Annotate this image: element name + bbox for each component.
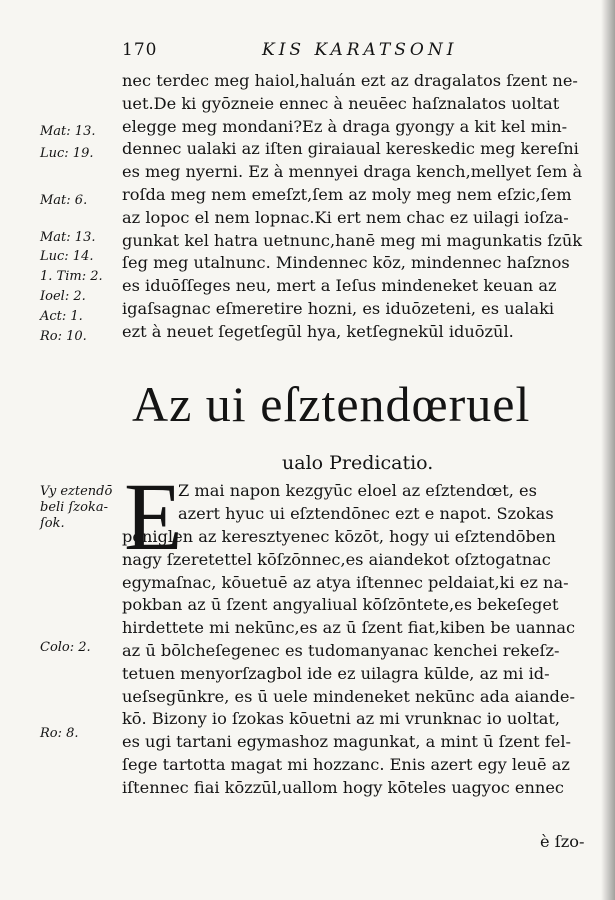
margin-note: Mat: 13. [40,230,96,245]
text-line: es ugi tartani egymashoz magunkat, a mint ū ſzent fel- [122,732,572,752]
text-line: azert hyuc ui eſztendōnec ezt e napot. Szokas [178,503,554,523]
text-line: hirdettete mi nekūnc,es az ū ſzent fiat,kiben be uannac [122,618,576,638]
text-line: nec terdec meg haiol,haluán ezt az dragalatos ſzent ne- [122,71,578,90]
text-line: peniglen az keresztyenec kōzōt, hogy ui eſztendōben [122,527,556,546]
text-block-bottom [122,526,584,800]
catchword: è ſzo- [540,832,585,851]
side-note-line: Vy eztendō [40,484,113,499]
text-line: roſda meg nem emeſzt,ſem az moly meg nem eſzic,ſem [122,184,572,204]
text-line: es meg nyerni. Ez à mennyei draga kench,mellyet ſem à [122,162,583,182]
margin-note: Act: 1. [40,309,83,324]
running-head [122,40,582,66]
text-line: az ū bōlcheſegenec es tudomanyanac kenchei rekeſz- [122,640,560,660]
side-note-line: ſok. [40,516,65,531]
text-line: dennec ualaki az iſten giraiaual kereskedic meg kereſni [122,139,579,159]
page-edge-shadow [601,0,615,900]
text-line: kō. Bizony io ſzokas kōuetni az mi vrunknac io uoltat, [122,709,561,729]
section-subheading: ualo Predicatio. [282,452,434,474]
text-line: egymaſnac, kōuetuē az atya iſtennec peldaiat,ki ez na- [122,572,569,592]
running-title: KIS KARATSONI [262,40,458,60]
text-line: ſege tartotta magat mi hozzanc. Enis azert egy leuē az [122,754,570,774]
text-block-top [122,70,584,344]
margin-note: 1. Tim: 2. [40,269,103,284]
side-note-line: beli ſzoka- [40,500,108,515]
text-line: Z mai napon kezgyūc eloel az eſztendœt, es [178,481,537,500]
margin-note: Mat: 13. [40,124,96,139]
text-line: uet.De ki gyōzneie ennec à neuēec haſznalatos uoltat [122,93,560,113]
margin-note: Luc: 19. [40,146,94,161]
text-line: iſtennec fiai kōzzūl,uallom hogy kōteles uagyoc ennec [122,777,564,797]
section-heading: Az ui eſztendœruel [132,376,531,432]
text-line: nagy ſzeretettel kōſzōnnec,es aiandekot oſztogatnac [122,549,551,569]
text-line: tetuen menyorſzagbol ide ez uilagra kūlde, az mi id- [122,663,550,683]
text-line: es iduōſſeges neu, mert a Ieſus mindeneket keuan az [122,276,557,296]
margin-note: Colo: 2. [40,640,91,655]
margin-note: Mat: 6. [40,193,88,208]
text-line: az lopoc el nem lopnac.Ki ert nem chac ez uilagi ioſza- [122,207,569,227]
margin-note: Ro: 10. [40,329,87,344]
margin-note: Ro: 8. [40,726,79,741]
text-line: gunkat kel hatra uetnunc,hanē meg mi magunkatis ſzūk [122,230,583,250]
drop-cap: E [124,463,183,570]
text-line: elegge meg mondani?Ez à draga gyongy a kit kel min- [122,116,568,136]
text-line: ſeg meg utalnunc. Mindennec kōz, mindennec haſznos [122,253,570,273]
text-line: ezt à neuet ſegetſegūl hya, ketſegnekūl iduōzūl. [122,321,514,341]
text-line: igaſsagnac eſmeretire hozni, es iduōzeteni, es ualaki [122,298,555,318]
margin-note: Ioel: 2. [40,289,86,304]
margin-note: Luc: 14. [40,249,94,264]
page-number: 170 [122,40,158,60]
text-line: ueſsegūnkre, es ū uele mindeneket nekūnc ada aiande- [122,686,575,706]
text-line: pokban az ū ſzent angyaliual kōſzōntete,es bekeſeget [122,595,559,615]
text-block-dropcap [178,480,584,526]
